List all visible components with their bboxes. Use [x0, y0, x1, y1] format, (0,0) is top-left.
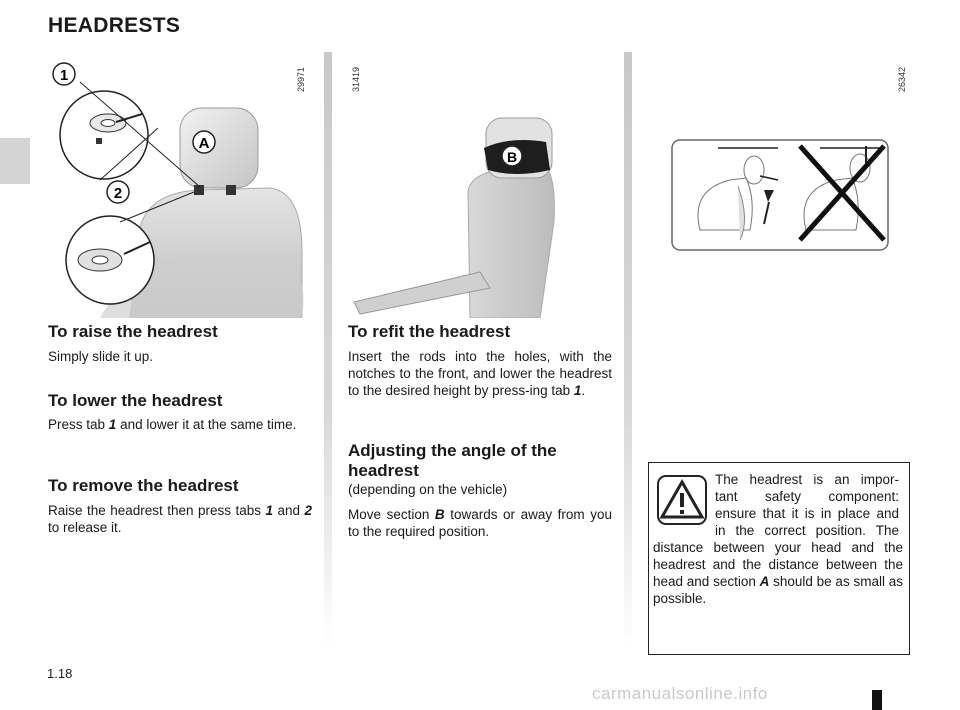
angle-heading: Adjusting the angle of the headrest	[348, 441, 557, 480]
angle-text: Move section B towards or away from you to the required position.	[348, 507, 612, 539]
headrest-removal-figure	[40, 52, 324, 318]
page-title: HEADRESTS	[48, 14, 181, 37]
watermark: carmanualsonline.info	[592, 684, 768, 703]
remove-text: Raise the headrest then press tabs 1 and 2 to release it.	[48, 503, 312, 535]
callout-2: 2	[113, 185, 123, 202]
headrest-position-diagram	[660, 130, 892, 256]
refit-text: Insert the rods into the holes, with the notches to the front, and lower the headrest to the desired height by press-ing tab 1.	[348, 349, 612, 398]
figure-code: 31419	[351, 66, 361, 92]
angle-note: (depending on the vehicle)	[348, 482, 508, 497]
raise-heading: To raise the headrest	[48, 322, 218, 341]
detail-circle-1	[60, 91, 148, 179]
warning-line: ensure that it is in place and	[715, 506, 899, 521]
callout-a: A	[198, 135, 210, 152]
lower-text: Press tab 1 and lower it at the same time.	[48, 417, 297, 432]
corner-mark	[872, 690, 882, 710]
headrest-shape	[180, 108, 258, 188]
remove-heading: To remove the headrest	[48, 476, 239, 495]
warning-line: tant safety component:	[715, 489, 899, 504]
lower-heading: To lower the headrest	[48, 391, 223, 410]
section-tab	[0, 138, 30, 184]
figure-code: 26342	[897, 66, 907, 92]
raise-text: Simply slide it up.	[48, 349, 154, 364]
warning-triangle-icon	[657, 475, 707, 525]
page-number: 1.18	[47, 666, 73, 681]
figure-code: 29971	[296, 66, 306, 92]
headrest-angle-figure	[340, 52, 624, 318]
warning-line: The headrest is an impor-	[715, 472, 899, 487]
callout-b: B	[506, 149, 518, 165]
seat-back-shape	[468, 168, 554, 318]
column-divider	[324, 52, 332, 648]
refit-heading: To refit the headrest	[348, 322, 511, 341]
warning-text: distance between your head and the headrest and the distance between the head and section A should be as small as possible.	[653, 540, 903, 606]
callout-1: 1	[59, 67, 69, 84]
warning-box	[648, 462, 910, 655]
column-divider	[624, 52, 632, 648]
warning-line: in the correct position. The	[715, 523, 899, 538]
